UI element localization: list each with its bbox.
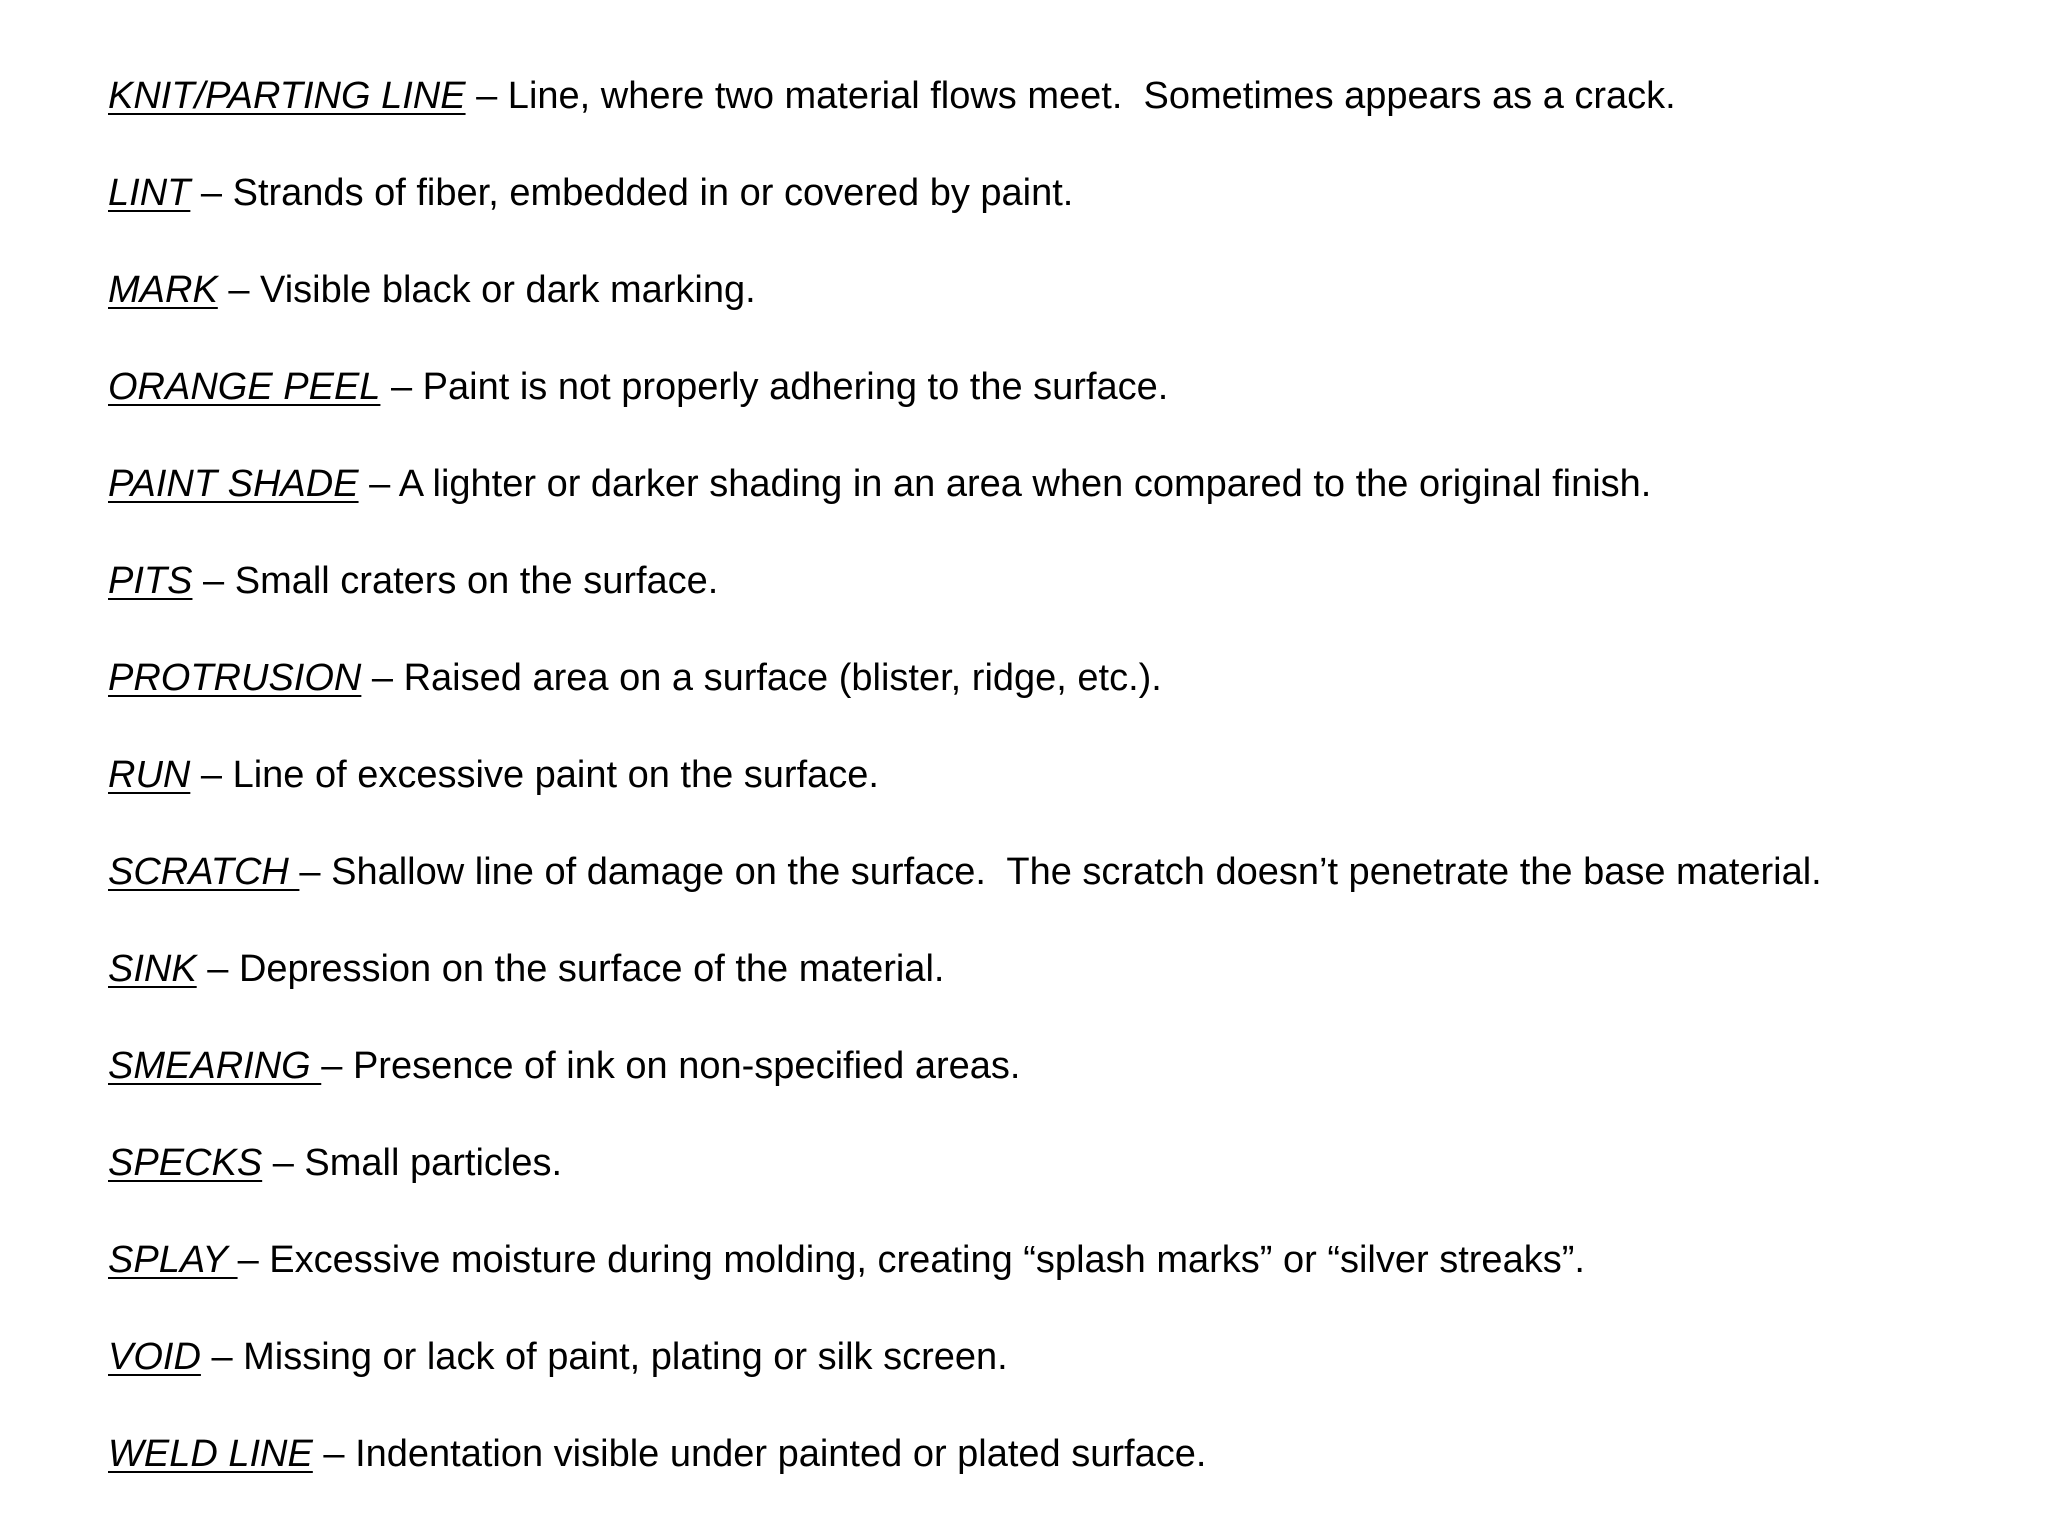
glossary-entry-lint <box>108 161 2008 258</box>
glossary-term: KNIT/PARTING LINE <box>108 75 466 117</box>
glossary-entry-weld-line <box>108 1422 2008 1519</box>
glossary-term: PROTRUSION <box>108 657 362 699</box>
glossary-entry-void <box>108 1325 2008 1422</box>
glossary-definition: – Small craters on the surface. <box>192 560 719 602</box>
glossary-entry-mark <box>108 258 2008 355</box>
glossary-definition: – Paint is not properly adhering to the surface. <box>380 366 1169 408</box>
glossary-term: SINK <box>108 948 197 990</box>
glossary-entry-specks <box>108 1131 2008 1228</box>
glossary-entry-scratch <box>108 840 2008 937</box>
defect-glossary <box>108 64 2008 1519</box>
glossary-entry-knit-parting-line <box>108 64 2008 161</box>
glossary-entry-protrusion <box>108 646 2008 743</box>
glossary-definition: – Shallow line of damage on the surface. The scratch doesn’t penetrate the base material. <box>299 851 1822 893</box>
glossary-term: PITS <box>108 560 193 602</box>
glossary-term: SCRATCH <box>108 851 300 893</box>
glossary-term: SMEARING <box>108 1045 322 1087</box>
glossary-definition: – Raised area on a surface (blister, ridge, etc.). <box>361 657 1162 699</box>
glossary-definition: – Missing or lack of paint, plating or silk screen. <box>200 1336 1008 1378</box>
glossary-entry-pits <box>108 549 2008 646</box>
glossary-definition: – Line, where two material flows meet. Sometimes appears as a crack. <box>465 75 1676 117</box>
glossary-term: MARK <box>108 269 218 311</box>
glossary-term: WELD LINE <box>108 1433 313 1475</box>
glossary-definition: – A lighter or darker shading in an area when compared to the original finish. <box>358 463 1652 505</box>
glossary-entry-sink <box>108 937 2008 1034</box>
glossary-entry-splay <box>108 1228 2008 1325</box>
glossary-definition: – Excessive moisture during molding, creating “splash marks” or “silver streaks”. <box>237 1239 1585 1281</box>
glossary-term: LINT <box>108 172 191 214</box>
glossary-definition: – Strands of fiber, embedded in or covered by paint. <box>190 172 1074 214</box>
glossary-definition: – Visible black or dark marking. <box>217 269 756 311</box>
glossary-term: SPECKS <box>108 1142 263 1184</box>
glossary-entry-run <box>108 743 2008 840</box>
glossary-entry-paint-shade <box>108 452 2008 549</box>
glossary-definition: – Depression on the surface of the material. <box>196 948 945 990</box>
glossary-term: VOID <box>108 1336 201 1378</box>
glossary-entry-smearing <box>108 1034 2008 1131</box>
glossary-entry-orange-peel <box>108 355 2008 452</box>
glossary-term: ORANGE PEEL <box>108 366 381 408</box>
glossary-definition: – Line of excessive paint on the surface. <box>190 754 879 796</box>
glossary-term: SPLAY <box>108 1239 238 1281</box>
glossary-definition: – Small particles. <box>262 1142 563 1184</box>
glossary-definition: – Presence of ink on non-specified areas. <box>321 1045 1021 1087</box>
glossary-term: PAINT SHADE <box>108 463 359 505</box>
glossary-term: RUN <box>108 754 191 796</box>
glossary-definition: – Indentation visible under painted or plated surface. <box>312 1433 1207 1475</box>
